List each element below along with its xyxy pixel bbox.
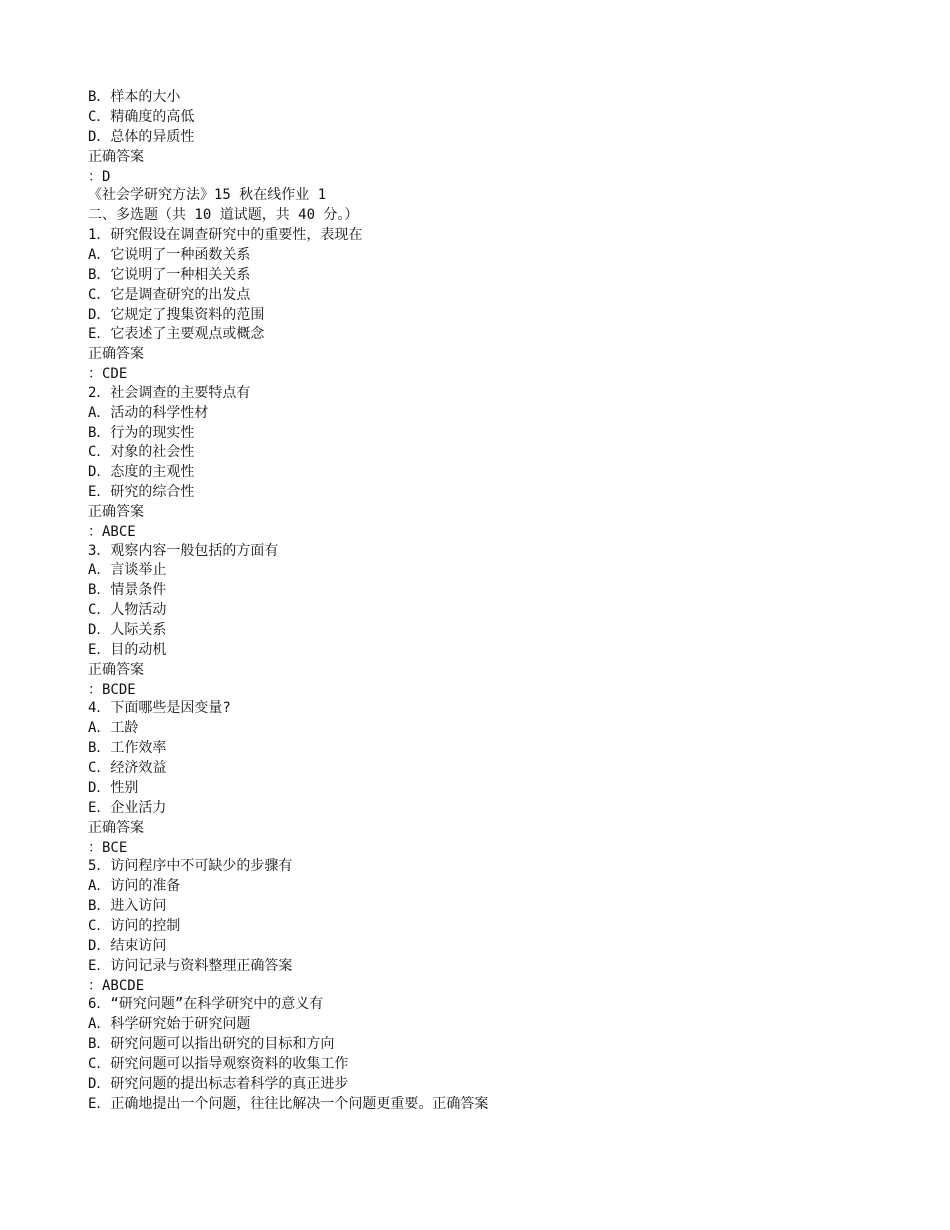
text-line: 正确答案 <box>88 346 144 363</box>
text-line: C．人物活动 <box>88 602 167 619</box>
answer-value-line: ：CDE <box>88 366 128 383</box>
answer-value-line: ：D <box>88 168 111 185</box>
text-line: C．研究问题可以指导观察资料的收集工作 <box>88 1055 349 1072</box>
document-content <box>88 88 888 1115</box>
answer-value-line: ：ABCE <box>88 524 136 540</box>
text-line: A．它说明了一种函数关系 <box>88 246 251 263</box>
text-line: E．它表述了主要观点或概念 <box>88 326 265 343</box>
answer-value-line: ：ABCDE <box>88 977 145 994</box>
text-line: 1．研究假设在调查研究中的重要性，表现在 <box>88 226 363 243</box>
text-line: 正确答案 <box>88 661 144 678</box>
text-line: B．样本的大小 <box>88 89 181 105</box>
text-line: C．经济效益 <box>88 760 167 777</box>
text-line: D．它规定了搜集资料的范围 <box>88 306 265 323</box>
text-line: 《社会学研究方法》15 秋在线作业 1 <box>88 187 327 204</box>
answer-value-line: ：BCDE <box>88 681 136 698</box>
text-line: 正确答案 <box>88 819 144 836</box>
text-line: 2．社会调查的主要特点有 <box>88 384 251 401</box>
text-line: 二、多选题（共 10 道试题，共 40 分。） <box>88 207 359 224</box>
text-line: D．总体的异质性 <box>88 128 195 145</box>
text-line: D．研究问题的提出标志着科学的真正进步 <box>88 1075 349 1092</box>
text-line: E．访问记录与资料整理正确答案 <box>88 957 293 974</box>
text-line: D．性别 <box>88 779 139 796</box>
answer-value-line: ：BCE <box>88 839 128 856</box>
text-line: C．对象的社会性 <box>88 444 195 461</box>
text-line: E．目的动机 <box>88 642 167 659</box>
text-line: B．情景条件 <box>88 582 167 599</box>
text-line: E．企业活力 <box>88 799 167 816</box>
text-line: A．活动的科学性材 <box>88 404 209 421</box>
text-line: A．言谈举止 <box>88 562 167 579</box>
text-line: D．态度的主观性 <box>88 464 195 481</box>
text-line: B．工作效率 <box>88 740 167 757</box>
text-line: B．进入访问 <box>88 898 167 915</box>
text-line: 正确答案 <box>88 148 144 165</box>
text-line: C．它是调查研究的出发点 <box>88 286 251 303</box>
text-line: 6．“研究问题”在科学研究中的意义有 <box>88 996 324 1013</box>
text-line: B．它说明了一种相关关系 <box>88 266 251 283</box>
text-line: 4．下面哪些是因变量? <box>88 700 231 717</box>
text-line: D．人际关系 <box>88 622 167 639</box>
text-line: C．访问的控制 <box>88 917 181 934</box>
text-line: A．科学研究始于研究问题 <box>88 1016 251 1033</box>
text-line: C．精确度的高低 <box>88 108 195 125</box>
text-line: 5．访问程序中不可缺少的步骤有 <box>88 858 293 875</box>
text-line: B．研究问题可以指出研究的目标和方向 <box>88 1035 335 1052</box>
text-line: 3．观察内容一般包括的方面有 <box>88 542 279 559</box>
text-line: A．访问的准备 <box>88 878 181 895</box>
text-line: 正确答案 <box>88 504 144 521</box>
text-line: A．工龄 <box>88 720 139 737</box>
text-line: E．正确地提出一个问题，往往比解决一个问题更重要。正确答案 <box>88 1095 489 1112</box>
text-line: B．行为的现实性 <box>88 424 195 441</box>
text-line: E．研究的综合性 <box>88 484 195 501</box>
text-line: D．结束访问 <box>88 937 167 954</box>
